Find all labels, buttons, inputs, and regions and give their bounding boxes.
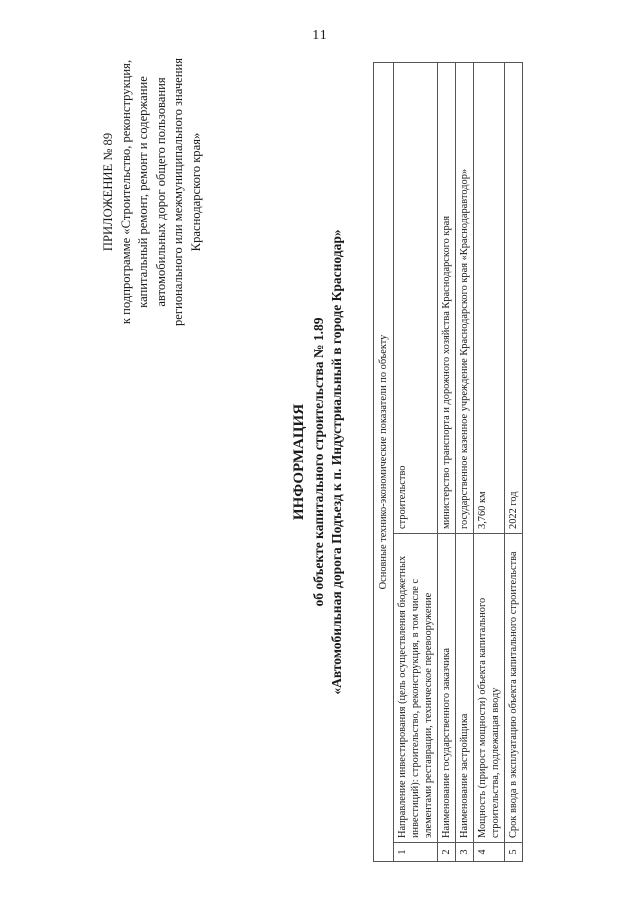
row-value: министерство транспорта и дорожного хозяйства Краснодарского края	[438, 63, 456, 534]
row-label: Наименование государственного заказчика	[438, 534, 456, 843]
table-row	[438, 63, 456, 862]
page-number: 11	[312, 28, 328, 43]
row-number: 4	[474, 843, 505, 862]
row-number: 3	[456, 843, 474, 862]
table-row	[505, 63, 523, 862]
row-value: 3,760 км	[474, 63, 505, 534]
row-label: Наименование застройщика	[456, 534, 474, 843]
indicators-table	[373, 62, 523, 862]
appendix-block	[100, 42, 206, 342]
table-header: Основные технико-экономические показатели по объекту	[374, 63, 394, 862]
row-value: государственное казенное учреждение Краснодарского края «Краснодаравтодор»	[456, 63, 474, 534]
table-row	[474, 63, 505, 862]
appendix-subtitle: к подпрограмме «Строительство, реконструкция, капитальный ремонт, ремонт и содержание автомобильных дорог общего пользования регионального или межмуниципального значения Краснодарского края»	[118, 57, 203, 327]
document-title: ИНФОРМАЦИЯ	[291, 403, 307, 521]
table-header-row	[374, 63, 394, 862]
rotated-document-content	[60, 52, 580, 872]
document-heading	[290, 52, 346, 872]
object-number: об объекте капитального строительства № 1.89	[311, 317, 326, 607]
row-number: 2	[438, 843, 456, 862]
row-value: 2022 год	[505, 63, 523, 534]
row-label: Мощность (прирост мощности) объекта капитального строительства, подлежащая вводу	[474, 534, 505, 843]
table-row	[456, 63, 474, 862]
row-value: строительство	[394, 63, 438, 534]
object-name: «Автомобильная дорога Подъезд к п. Индустриальный в городе Краснодар»	[329, 229, 344, 695]
row-number: 5	[505, 843, 523, 862]
row-label: Направление инвестирования (цель осуществления бюджетных инвестиций): строительство, реконструкция, в том числе с элементами реставрации, техническое перевооружение	[394, 534, 438, 843]
row-number: 1	[394, 843, 438, 862]
appendix-title: ПРИЛОЖЕНИЕ № 89	[101, 132, 115, 252]
table-row	[394, 63, 438, 862]
row-label: Срок ввода в эксплуатацию объекта капитального строительства	[505, 534, 523, 843]
